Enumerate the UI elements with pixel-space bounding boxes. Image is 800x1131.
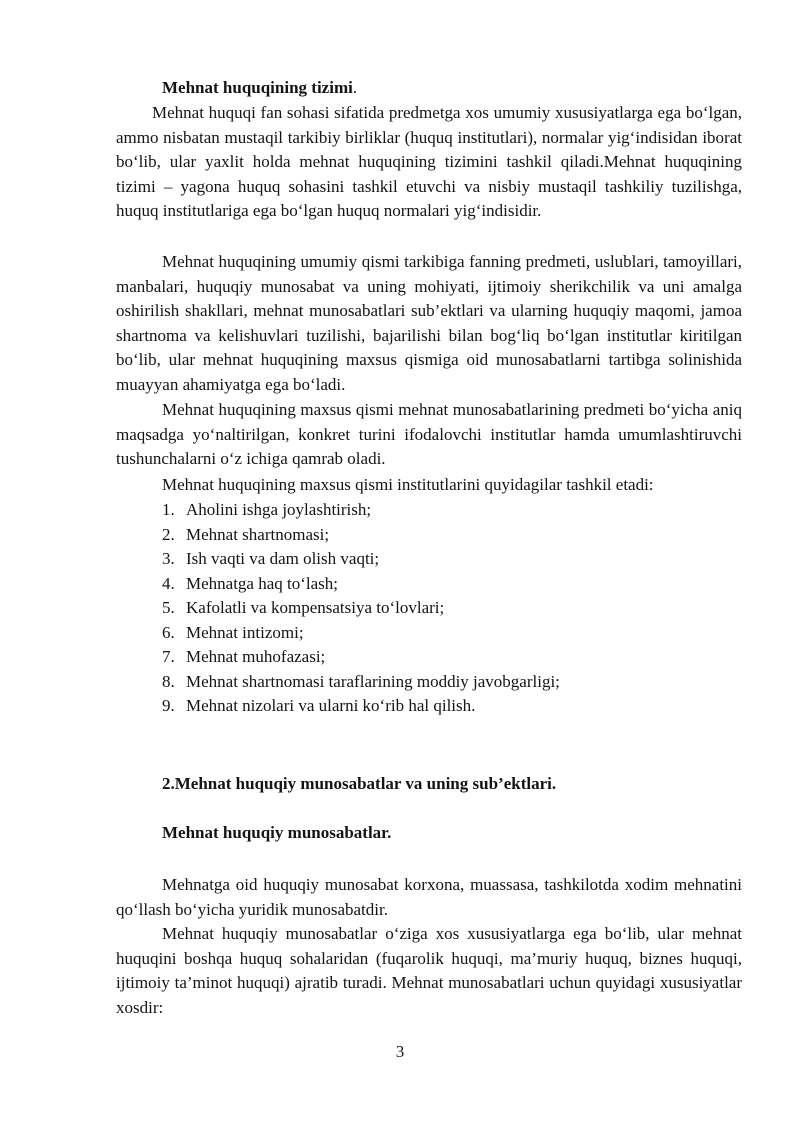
paragraph-5: Mehnat huquqiy munosabatlar o‘ziga xos xususiyatlarga ega bo‘lib, ular mehnat huquqini boshqa huquq sohalaridan (fuqarolik huquqi, ma’muriy huquq, biznes huquqi, ijtimoiy ta’minot huquqi) ajratib turadi. Mehnat munosabatlari uchun quyidagi xususiyatlar xosdir:: [116, 924, 742, 1017]
list-item: 7. Mehnat muhofazasi;: [162, 647, 326, 666]
list-intro: Mehnat huquqining maxsus qismi institutlarini quyidagilar tashkil etadi:: [162, 475, 654, 494]
heading-punctuation: .: [352, 78, 358, 97]
list-item: 3. Ish vaqti va dam olish vaqti;: [162, 549, 380, 568]
list-item: 1. Aholini ishga joylashtirish;: [162, 500, 372, 519]
subsection-heading: Mehnat huquqiy munosabatlar.: [162, 823, 392, 842]
list-item: 4. Mehnatga haq to‘lash;: [162, 573, 339, 593]
paragraph-3: Mehnat huquqining maxsus qismi mehnat munosabatlarining predmeti bo‘yicha aniq maqsadga yo‘naltirilgan, konkret turini ifodalovchi institutlar hamda umumlashtiruvchi tushunchalarni o‘z ichiga qamrab oladi.: [116, 400, 742, 468]
heading-text: Mehnat huquqining tizimi: [162, 78, 353, 97]
paragraph-2: Mehnat huquqining umumiy qismi tarkibiga fanning predmeti, uslublari, tamoyillari, manbalari, huquqiy munosabat va uning mohiyati, ijtimoiy sherikchilik va uni amalga oshirilish shakllari, mehnat munosabatlari sub’ektlari va ularning huquqiy maqomi, jamoa shartnoma va kelishuvlari tuzilishi, bajarilishi bilan bog‘liq bo‘lgan institutlar kiritilgan bo‘lib, ular mehnat huquqining maxsus qismiga oid munosabatlarni tartibga solinishida muayyan ahamiyatga ega bo‘ladi.: [116, 252, 742, 394]
section-heading-system: [162, 76, 357, 100]
paragraph-1: Mehnat huquqi fan sohasi sifatida predmetga xos umumiy xususiyatlarga ega bo‘lgan, ammo nisbatan mustaqil tarkibiy birliklar (huquq institutlari), normalar yig‘indisidan iborat bo‘lib, ular yaxlit holda mehnat huquqining tizimini tashkil qiladi.Mehnat huquqining tizimi – yagona huquq sohasini tashkil etuvchi va nisbiy mustaqil tashkiliy tuzilishga, huquq institutlariga ega bo‘lgan huquq normalari yig‘indisidir.: [116, 103, 742, 220]
list-item: 6. Mehnat intizomi;: [162, 622, 304, 642]
list-item: 5. Kafolatli va kompensatsiya to‘lovlari;: [162, 598, 445, 617]
page-number: 3: [395, 1042, 405, 1061]
section-heading-relations: 2.Mehnat huquqiy munosabatlar va uning sub’ektlari.: [162, 774, 557, 793]
list-item: 9. Mehnat nizolari va ularni ko‘rib hal qilish.: [162, 696, 476, 715]
list-item: 8. Mehnat shartnomasi taraflarining moddiy javobgarligi;: [162, 671, 560, 691]
paragraph-4: Mehnatga oid huquqiy munosabat korxona, muassasa, tashkilotda xodim mehnatini qo‘llash bo‘yicha yuridik munosabatdir.: [116, 875, 742, 919]
institutes-list: [162, 498, 560, 719]
list-item: 2. Mehnat shartnomasi;: [162, 524, 330, 544]
